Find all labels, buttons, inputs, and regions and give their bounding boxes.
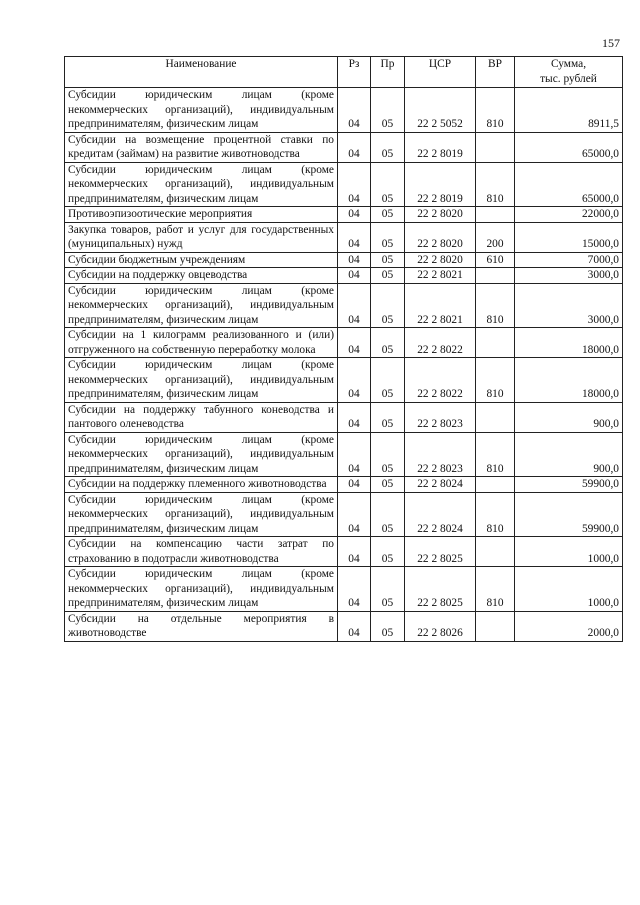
row-name-cell: Субсидии юридическим лицам (кроме некоммерческих организаций), индивидуальным предпринимателям, физическим лицам [65, 162, 338, 207]
row-vr-cell: 610 [476, 252, 515, 268]
row-rz-cell: 04 [338, 537, 371, 567]
row-name-cell: Закупка товаров, работ и услуг для государственных (муниципальных) нужд [65, 222, 338, 252]
row-name-cell: Субсидии юридическим лицам (кроме некоммерческих организаций), индивидуальным предпринимателям, физическим лицам [65, 492, 338, 537]
row-csr-cell: 22 2 5052 [405, 88, 476, 133]
row-rz-cell: 04 [338, 492, 371, 537]
row-sum-cell: 3000,0 [515, 268, 623, 284]
row-sum-cell: 22000,0 [515, 207, 623, 223]
row-name-cell: Субсидии на поддержку племенного животноводства [65, 477, 338, 493]
row-rz-cell: 04 [338, 432, 371, 477]
row-name-cell: Субсидии на компенсацию части затрат по страхованию в подотрасли животноводства [65, 537, 338, 567]
row-rz-cell: 04 [338, 611, 371, 641]
table-row [65, 477, 623, 493]
row-vr-cell [476, 268, 515, 284]
row-pr-cell: 05 [371, 358, 405, 403]
row-csr-cell: 22 2 8022 [405, 358, 476, 403]
row-pr-cell: 05 [371, 492, 405, 537]
row-sum-cell: 59900,0 [515, 477, 623, 493]
row-vr-cell [476, 402, 515, 432]
table-row [65, 252, 623, 268]
row-pr-cell: 05 [371, 477, 405, 493]
row-sum-cell: 2000,0 [515, 611, 623, 641]
row-vr-cell: 200 [476, 222, 515, 252]
row-rz-cell: 04 [338, 567, 371, 612]
row-pr-cell: 05 [371, 537, 405, 567]
row-vr-cell [476, 477, 515, 493]
row-rz-cell: 04 [338, 477, 371, 493]
row-name-cell: Субсидии юридическим лицам (кроме некоммерческих организаций), индивидуальным предпринимателям, физическим лицам [65, 283, 338, 328]
row-csr-cell: 22 2 8019 [405, 162, 476, 207]
table-row [65, 132, 623, 162]
row-pr-cell: 05 [371, 222, 405, 252]
row-name-cell: Противоэпизоотические мероприятия [65, 207, 338, 223]
row-sum-cell: 900,0 [515, 402, 623, 432]
row-vr-cell [476, 537, 515, 567]
table-row [65, 207, 623, 223]
row-pr-cell: 05 [371, 162, 405, 207]
row-pr-cell: 05 [371, 283, 405, 328]
header-vr: ВР [476, 57, 515, 88]
row-pr-cell: 05 [371, 88, 405, 133]
row-vr-cell: 810 [476, 492, 515, 537]
row-pr-cell: 05 [371, 567, 405, 612]
row-rz-cell: 04 [338, 252, 371, 268]
row-sum-cell: 65000,0 [515, 132, 623, 162]
row-sum-cell: 1000,0 [515, 567, 623, 612]
header-sum: Сумма, тыс. рублей [515, 57, 623, 88]
row-pr-cell: 05 [371, 328, 405, 358]
header-rz: Рз [338, 57, 371, 88]
row-csr-cell: 22 2 8026 [405, 611, 476, 641]
table-row [65, 358, 623, 403]
header-pr: Пр [371, 57, 405, 88]
row-pr-cell: 05 [371, 268, 405, 284]
table-row [65, 537, 623, 567]
row-vr-cell: 810 [476, 432, 515, 477]
row-pr-cell: 05 [371, 207, 405, 223]
row-rz-cell: 04 [338, 402, 371, 432]
row-name-cell: Субсидии юридическим лицам (кроме некоммерческих организаций), индивидуальным предпринимателям, физическим лицам [65, 432, 338, 477]
row-csr-cell: 22 2 8024 [405, 492, 476, 537]
row-csr-cell: 22 2 8025 [405, 537, 476, 567]
table-row [65, 268, 623, 284]
row-sum-cell: 1000,0 [515, 537, 623, 567]
row-rz-cell: 04 [338, 268, 371, 284]
table-row [65, 283, 623, 328]
row-csr-cell: 22 2 8023 [405, 402, 476, 432]
table-row [65, 222, 623, 252]
table-row [65, 567, 623, 612]
row-vr-cell: 810 [476, 358, 515, 403]
row-name-cell: Субсидии на возмещение процентной ставки по кредитам (займам) на развитие животноводства [65, 132, 338, 162]
row-sum-cell: 18000,0 [515, 358, 623, 403]
row-rz-cell: 04 [338, 283, 371, 328]
row-name-cell: Субсидии юридическим лицам (кроме некоммерческих организаций), индивидуальным предпринимателям, физическим лицам [65, 358, 338, 403]
table-row [65, 162, 623, 207]
row-pr-cell: 05 [371, 252, 405, 268]
row-vr-cell [476, 207, 515, 223]
row-vr-cell: 810 [476, 162, 515, 207]
row-vr-cell: 810 [476, 567, 515, 612]
row-pr-cell: 05 [371, 402, 405, 432]
row-rz-cell: 04 [338, 222, 371, 252]
row-rz-cell: 04 [338, 328, 371, 358]
row-csr-cell: 22 2 8022 [405, 328, 476, 358]
row-csr-cell: 22 2 8021 [405, 283, 476, 328]
row-rz-cell: 04 [338, 207, 371, 223]
row-csr-cell: 22 2 8024 [405, 477, 476, 493]
row-name-cell: Субсидии юридическим лицам (кроме некоммерческих организаций), индивидуальным предпринимателям, физическим лицам [65, 88, 338, 133]
table-row [65, 432, 623, 477]
row-pr-cell: 05 [371, 432, 405, 477]
row-name-cell: Субсидии на 1 килограмм реализованного и (или) отгруженного на собственную переработку молока [65, 328, 338, 358]
row-sum-cell: 65000,0 [515, 162, 623, 207]
row-rz-cell: 04 [338, 358, 371, 403]
table-row [65, 492, 623, 537]
row-sum-cell: 3000,0 [515, 283, 623, 328]
page-number: 157 [602, 36, 620, 50]
row-sum-cell: 7000,0 [515, 252, 623, 268]
row-name-cell: Субсидии бюджетным учреждениям [65, 252, 338, 268]
row-pr-cell: 05 [371, 611, 405, 641]
row-csr-cell: 22 2 8020 [405, 222, 476, 252]
row-name-cell: Субсидии на поддержку овцеводства [65, 268, 338, 284]
row-name-cell: Субсидии на поддержку табунного коневодства и пантового оленеводства [65, 402, 338, 432]
table-row [65, 88, 623, 133]
table-row [65, 611, 623, 641]
table-row [65, 328, 623, 358]
header-csr: ЦСР [405, 57, 476, 88]
row-rz-cell: 04 [338, 162, 371, 207]
row-rz-cell: 04 [338, 88, 371, 133]
row-name-cell: Субсидии юридическим лицам (кроме некоммерческих организаций), индивидуальным предпринимателям, физическим лицам [65, 567, 338, 612]
row-csr-cell: 22 2 8020 [405, 207, 476, 223]
table-row [65, 402, 623, 432]
row-rz-cell: 04 [338, 132, 371, 162]
budget-table [64, 56, 623, 642]
row-csr-cell: 22 2 8020 [405, 252, 476, 268]
row-sum-cell: 15000,0 [515, 222, 623, 252]
row-vr-cell [476, 328, 515, 358]
table-header-row [65, 57, 623, 88]
row-csr-cell: 22 2 8019 [405, 132, 476, 162]
row-sum-cell: 900,0 [515, 432, 623, 477]
row-pr-cell: 05 [371, 132, 405, 162]
row-csr-cell: 22 2 8023 [405, 432, 476, 477]
row-vr-cell [476, 132, 515, 162]
row-csr-cell: 22 2 8021 [405, 268, 476, 284]
row-csr-cell: 22 2 8025 [405, 567, 476, 612]
header-name: Наименование [65, 57, 338, 88]
row-name-cell: Субсидии на отдельные мероприятия в животноводстве [65, 611, 338, 641]
row-sum-cell: 18000,0 [515, 328, 623, 358]
row-sum-cell: 8911,5 [515, 88, 623, 133]
row-vr-cell: 810 [476, 88, 515, 133]
row-sum-cell: 59900,0 [515, 492, 623, 537]
row-vr-cell: 810 [476, 283, 515, 328]
row-vr-cell [476, 611, 515, 641]
